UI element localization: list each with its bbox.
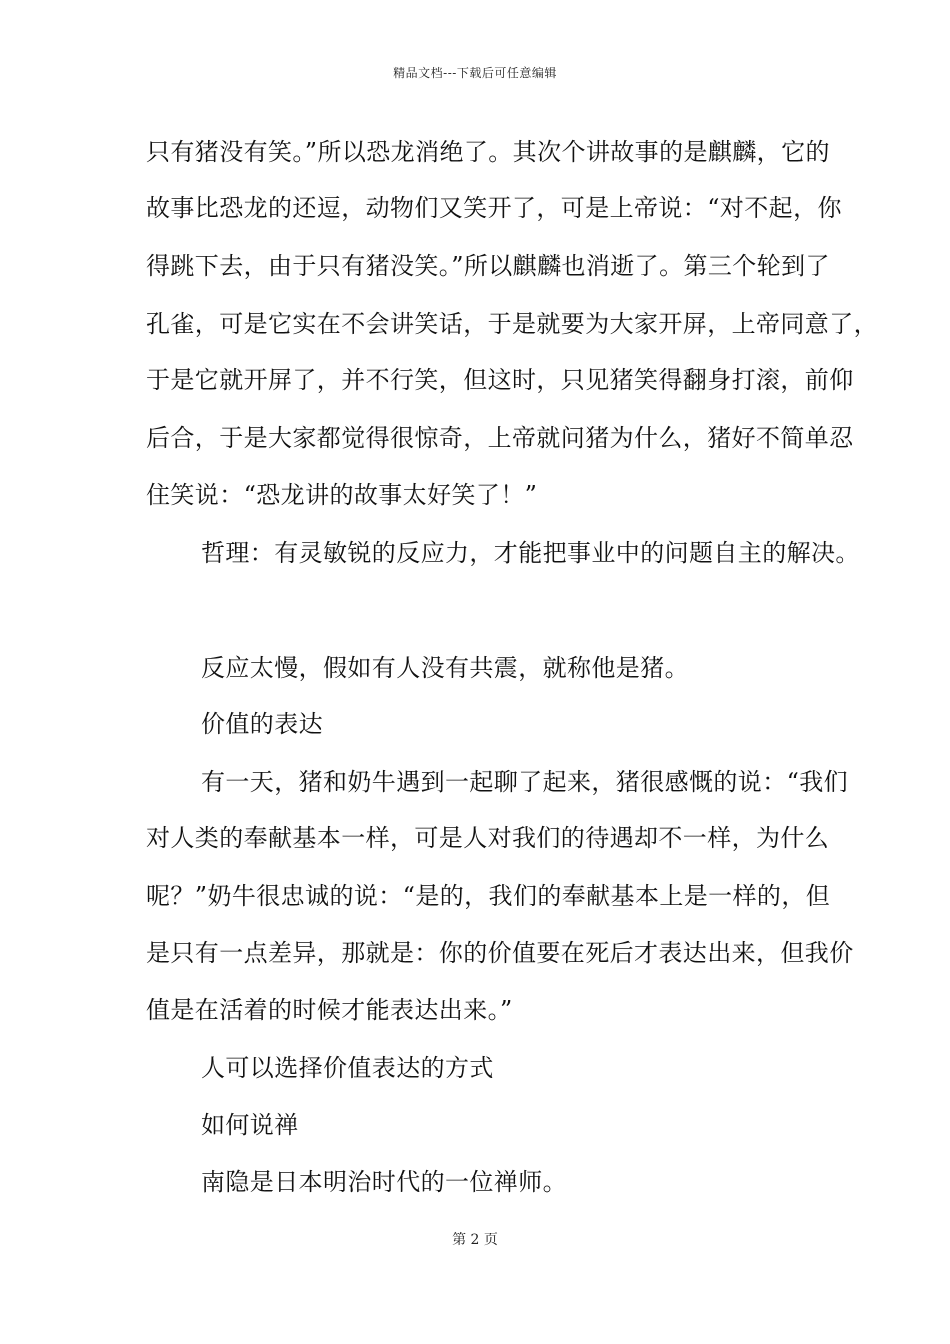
text-line: 对人类的奉献基本一样，可是人对我们的待遇却不一样，为什么 (146, 824, 830, 852)
text-line: 人可以选择价值表达的方式 (201, 1054, 494, 1082)
text-line: 得跳下去，由于只有猪没笑。”所以麒麟也消逝了。第三个轮到了 (146, 252, 830, 280)
text-line: 是只有一点差异，那就是：你的价值要在死后才表达出来，但我价 (146, 939, 854, 967)
page-number: 第 2 页 (452, 1232, 498, 1248)
text-line: 只有猪没有笑。”所以恐龙消绝了。其次个讲故事的是麒麟，它的 (146, 138, 830, 166)
page-header: 精品文档---下载后可任意编辑 (393, 66, 557, 80)
text-line: 后合，于是大家都觉得很惊奇，上帝就问猪为什么，猪好不简单忍 (146, 424, 854, 452)
text-line: 有一天，猪和奶牛遇到一起聊了起来，猪很感慨的说：“我们 (201, 768, 849, 796)
text-line: 反应太慢，假如有人没有共震，就称他是猪。 (201, 654, 689, 682)
section-heading: 如何说禅 (201, 1111, 299, 1139)
text-line: 孔雀，可是它实在不会讲笑话，于是就要为大家开屏，上帝同意了， (146, 310, 878, 338)
section-heading: 价值的表达 (201, 710, 323, 738)
text-line: 南隐是日本明治时代的一位禅师。 (201, 1168, 567, 1196)
text-line: 值是在活着的时候才能表达出来。” (146, 996, 513, 1024)
text-line: 住笑说：“恐龙讲的故事太好笑了！” (146, 481, 538, 509)
text-line: 呢？”奶牛很忠诚的说：“是的，我们的奉献基本上是一样的，但 (146, 882, 831, 910)
text-line: 故事比恐龙的还逗，动物们又笑开了，可是上帝说：“对不起，你 (146, 194, 842, 222)
text-line: 于是它就开屏了，并不行笑，但这时，只见猪笑得翻身打滚，前仰 (146, 366, 854, 394)
text-line: 哲理：有灵敏锐的反应力，才能把事业中的问题自主的解决。 (201, 539, 860, 567)
